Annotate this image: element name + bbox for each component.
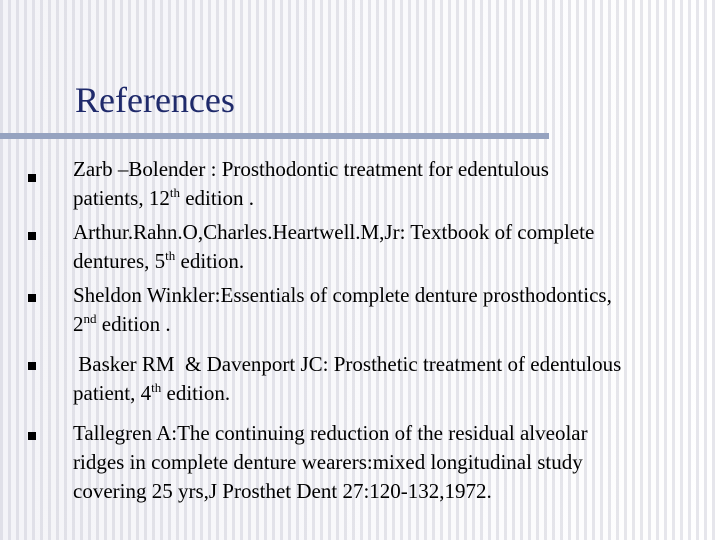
reference-3-line-2-suffix: edition . (96, 312, 171, 336)
reference-1 (73, 155, 713, 215)
reference-3-line-1 (73, 281, 713, 310)
reference-5-line-3-text: covering 25 yrs,J Prosthet Dent 27:120-132,1972. (73, 479, 492, 503)
reference-2-line-2 (73, 247, 713, 278)
reference-1-line-2-text: patients, 12 (73, 186, 170, 210)
reference-4-line-2-suffix: edition. (161, 381, 231, 405)
reference-5-line-3 (73, 477, 713, 506)
bullet-2 (28, 232, 36, 240)
reference-2-line-2-suffix: edition. (175, 249, 245, 273)
page-title: References (75, 80, 235, 120)
reference-5-line-1-text: Tallegren A:The continuing reduction of the residual alveolar (73, 421, 588, 445)
reference-1-superscript: th (169, 185, 180, 200)
reference-5 (73, 419, 713, 506)
reference-2-superscript: th (165, 248, 176, 263)
reference-3 (73, 281, 713, 341)
reference-1-line-2 (73, 184, 713, 215)
reference-4-line-1-text: Basker RM & Davenport JC: Prosthetic treatment of edentulous (73, 352, 622, 376)
reference-5-line-2 (73, 448, 713, 477)
reference-4 (73, 350, 713, 410)
reference-3-superscript: nd (83, 311, 97, 326)
reference-5-line-2-text: ridges in complete denture wearers:mixed longitudinal study (73, 450, 583, 474)
reference-3-line-1-text: Sheldon Winkler:Essentials of complete denture prosthodontics, (73, 283, 612, 307)
reference-4-superscript: th (151, 380, 162, 395)
reference-2-line-2-text: dentures, 5 (73, 249, 166, 273)
bullet-1 (28, 174, 36, 182)
reference-4-line-2 (73, 379, 713, 410)
bullet-3 (28, 294, 36, 302)
bullet-5 (28, 432, 36, 440)
reference-4-line-1 (73, 350, 713, 379)
reference-1-line-1-text: Zarb –Bolender : Prosthodontic treatment for edentulous (73, 157, 549, 181)
reference-4-line-2-text: patient, 4 (73, 381, 152, 405)
reference-5-line-1 (73, 419, 713, 448)
reference-2-line-1 (73, 218, 713, 247)
reference-2 (73, 218, 713, 278)
bullet-4 (28, 362, 36, 370)
reference-2-line-1-text: Arthur.Rahn.O,Charles.Heartwell.M,Jr: Textbook of complete (73, 220, 595, 244)
title-underline (0, 133, 549, 139)
reference-3-line-2-text: 2 (73, 312, 84, 336)
reference-1-line-2-suffix: edition . (179, 186, 255, 210)
reference-1-line-1 (73, 155, 713, 184)
reference-3-line-2 (73, 310, 713, 341)
